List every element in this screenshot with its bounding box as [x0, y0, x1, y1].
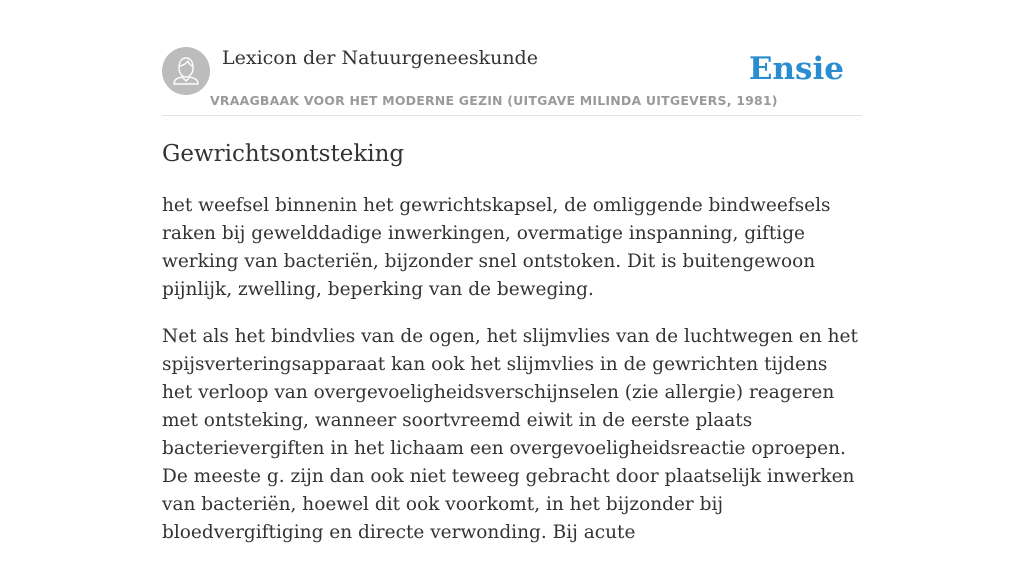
- source-title-link[interactable]: Lexicon der Natuurgeneeskunde: [222, 47, 538, 69]
- content-container: [162, 0, 862, 543]
- source-header: [162, 0, 862, 116]
- entry-paragraph: het weefsel binnenin het gewrichtskapsel, de omliggende bindweefsels raken bij gewelddadige inwerkingen, overmatige inspanning, giftige werking van bacteriën, bijzonder snel ontstoken. Dit is buitengewoon pijnlijk, zwelling, beperking van de beweging.: [162, 195, 831, 300]
- entry-paragraph: Net als het bindvlies van de ogen, het slijmvlies van de luchtwegen en het spijsverteringsapparaat kan ook het slijmvlies in de gewrichten tijdens het verloop van overgevoeligheidsverschijnselen (zie allergie) reageren met ontsteking, wanneer soortvreemd eiwit in de eerste plaats bacterievergiften in het lichaam een overgevoeligheidsreactie oproepen. De meeste g. zijn dan ook niet teweeg gebracht door plaatselijk inwerken van bacteriën, hoewel dit ook voorkomt, in het bijzonder bij bloedvergiftiging en directe verwonding. Bij acute: [162, 326, 858, 543]
- entry-title: Gewrichtsontsteking: [162, 141, 405, 167]
- entry-body: [162, 192, 862, 566]
- ensie-logo[interactable]: Ensie: [748, 51, 844, 87]
- avatar[interactable]: [162, 47, 210, 95]
- source-subtitle: VRAAGBAAK VOOR HET MODERNE GEZIN (UITGAVE MILINDA UITGEVERS, 1981): [210, 93, 778, 108]
- user-placeholder-icon: [162, 47, 210, 95]
